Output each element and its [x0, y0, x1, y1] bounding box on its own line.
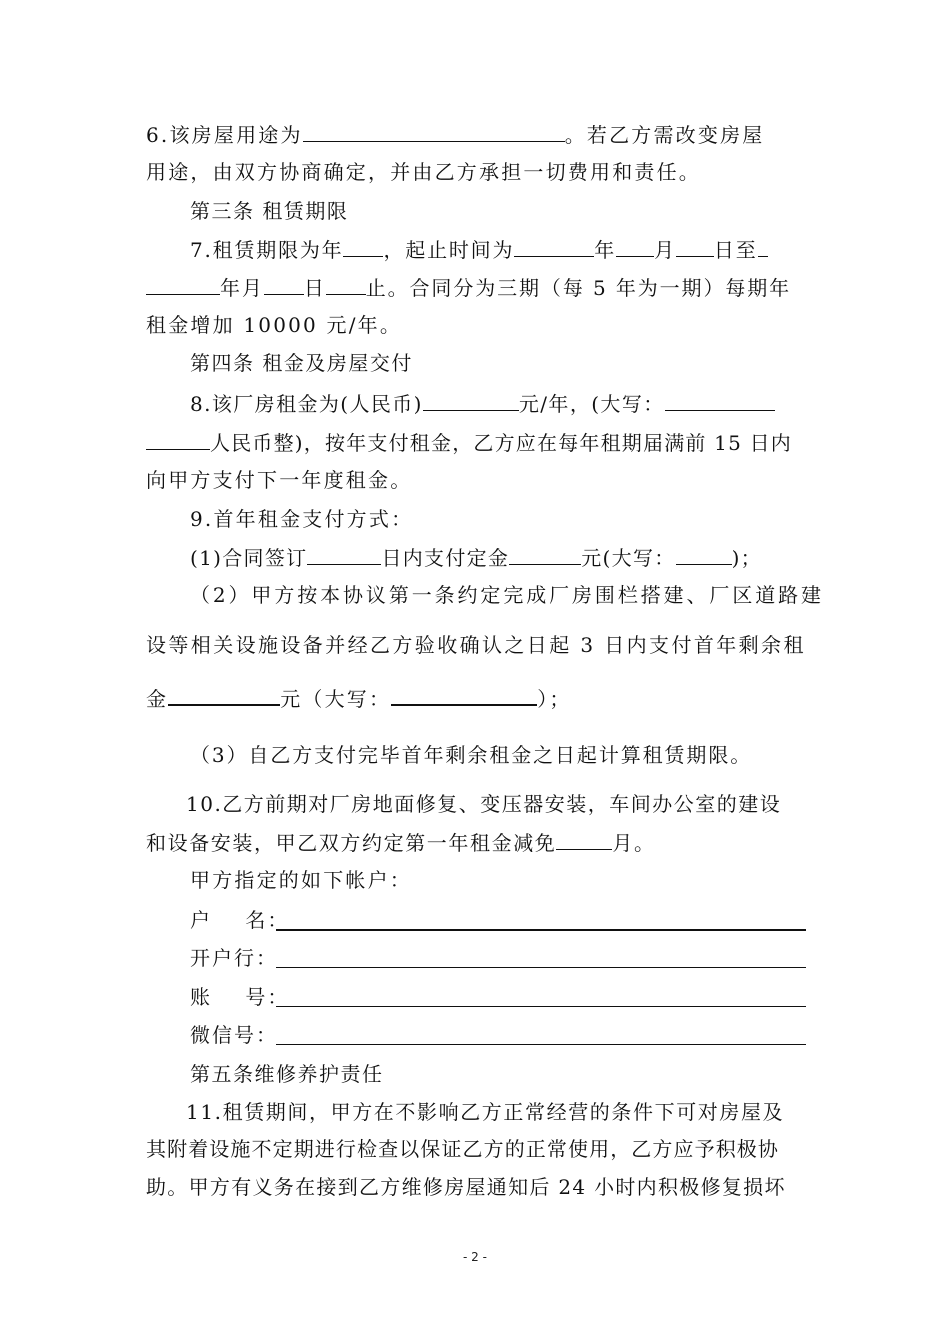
clause-11-line-3: 助。甲方有义务在接到乙方维修房屋通知后 24 小时内积极修复损坏: [146, 1175, 786, 1199]
clause-8-line-3: 向甲方支付下一年度租金。: [146, 468, 413, 492]
clause-9-item-2-line-2: 设等相关设施设备并经乙方验收确认之日起 3 日内支付首年剩余租: [146, 633, 806, 657]
blank-field[interactable]: [391, 682, 537, 706]
clause-10-line-2: 和设备安装，甲乙双方约定第一年租金减免 月。: [146, 827, 806, 857]
blank-field[interactable]: [616, 234, 654, 257]
account-bank-field[interactable]: [276, 967, 806, 968]
account-wechat-row: [190, 1021, 806, 1049]
blank-field[interactable]: [307, 542, 381, 565]
blank-field[interactable]: [514, 234, 594, 257]
account-name-label: 户 名：: [190, 908, 290, 932]
blank-field[interactable]: [556, 827, 612, 850]
blank-field[interactable]: [676, 542, 732, 565]
blank-field[interactable]: [168, 682, 280, 706]
clause-9-item-1: (1)合同签订 日内支付定金 元(大写： )；: [190, 542, 806, 572]
account-wechat-field[interactable]: [276, 1044, 806, 1045]
account-bank-label: 开户行：: [190, 946, 278, 970]
blank-field[interactable]: [758, 234, 768, 257]
article-4-heading: 第四条 租金及房屋交付: [190, 351, 413, 375]
clause-7-line-3: 租金增加 10000 元/年。: [146, 313, 403, 337]
blank-field[interactable]: [326, 272, 366, 295]
blank-field[interactable]: [676, 234, 714, 257]
article-5-heading: 第五条维修养护责任: [190, 1062, 384, 1086]
account-wechat-label: 微信号：: [190, 1023, 278, 1047]
clause-9-item-2-line-3: 金 元（大写： ）；: [146, 682, 806, 713]
account-intro: 甲方指定的如下帐户：: [190, 868, 412, 892]
blank-field[interactable]: [264, 272, 304, 295]
blank-field[interactable]: [343, 234, 383, 257]
account-name-row: [190, 906, 806, 934]
clause-8-line-1: 8.该厂房租金为(人民币) 元/年，(大写：: [190, 388, 806, 418]
blank-field[interactable]: [146, 427, 210, 450]
account-name-field[interactable]: [276, 929, 806, 931]
clause-7-line-2: 年月 日 止。合同分为三期（每 5 年为一期）每期年: [146, 272, 806, 302]
blank-field[interactable]: [665, 388, 775, 411]
clause-6-line-1: 6.该房屋用途为 。若乙方需改变房屋: [146, 119, 806, 149]
page-number: - 2 -: [463, 1250, 487, 1264]
account-number-field[interactable]: [276, 1006, 806, 1007]
clause-10-line-1: 10.乙方前期对厂房地面修复、变压器安装，车间办公室的建设: [186, 792, 782, 816]
clause-11-line-2: 其附着设施不定期进行检查以保证乙方的正常使用，乙方应予积极协: [146, 1137, 779, 1161]
blank-field[interactable]: [509, 542, 581, 565]
clause-9-heading: 9.首年租金支付方式：: [190, 507, 414, 531]
account-number-label: 账 号：: [190, 985, 290, 1009]
clause-7-line-1: 7.租赁期限为年 ，起止时间为 年 月 日至: [190, 234, 806, 264]
clause-9-item-3: （3）自乙方支付完毕首年剩余租金之日起计算租赁期限。: [190, 743, 753, 767]
blank-field[interactable]: [303, 119, 565, 142]
blank-field[interactable]: [146, 272, 220, 295]
article-3-heading: 第三条 租赁期限: [190, 199, 349, 223]
clause-6-line-2: 用途，由双方协商确定，并由乙方承担一切费用和责任。: [146, 160, 701, 184]
clause-9-item-2-line-1: （2）甲方按本协议第一条约定完成厂房围栏搭建、厂区道路建: [190, 583, 824, 607]
clause-11-line-1: 11.租赁期间，甲方在不影响乙方正常经营的条件下可对房屋及: [186, 1100, 785, 1124]
account-bank-row: [190, 944, 806, 972]
clause-8-line-2: 人民币整)，按年支付租金，乙方应在每年租期届满前 15 日内: [146, 427, 806, 457]
blank-field[interactable]: [423, 388, 519, 411]
account-number-row: [190, 983, 806, 1011]
